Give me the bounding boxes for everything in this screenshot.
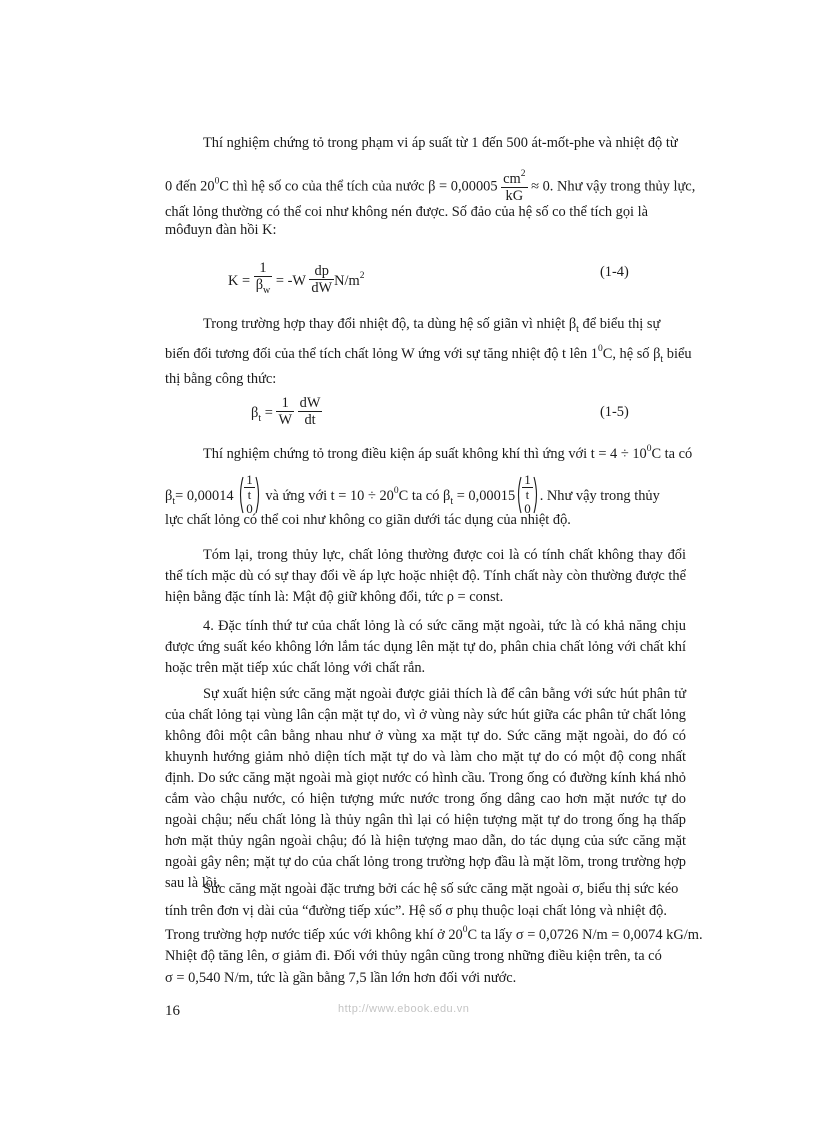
equation-1-4: K = $\frac{1}{\beta_w}$ = -W $\frac{dp}{dW}$ $N/m^2$ (228, 260, 365, 296)
page-number: 16 (165, 1003, 180, 1019)
para7-line4: Nhiệt độ tăng lên, σ giảm đi. Đối với thủy ngân cũng trong những điều kiện trên, ta có (165, 948, 662, 964)
para3-line2: $\beta_t= 0,00014$ 1 t 0 và ứng với $t = 10 \div 20^0C$ ta có $\beta_t = 0,00015$ 1 t 0 . Như vậy trong thủy (165, 472, 660, 516)
para1-line4: môđuyn đàn hồi K: (165, 222, 277, 238)
para7-line2: tính trên đơn vị dài của “đường tiếp xúc”. Hệ số σ phụ thuộc loại chất lỏng và nhiệt độ. (165, 903, 667, 919)
para7-line1: Sức căng mặt ngoài đặc trưng bởi các hệ số sức căng mặt ngoài σ, biểu thị sức kéo (203, 881, 679, 897)
para3-line1: Thí nghiệm chứng tỏ trong điều kiện áp suất không khí thì ứng với $t = 4 \div 10^0C$ ta có (203, 444, 693, 462)
para7-line5: σ = 0,540 N/m, tức là gần bằng 7,5 lần lớn hơn đối với nước. (165, 970, 517, 986)
para1-line2: 0 đến $20^0C$ thì hệ số co của thể tích của nước β = 0,00005 $\frac{cm^2}{kG}$ ≈ 0. Như vậy trong thủy lực, (165, 168, 695, 206)
one-over-t0-bracket: 1 t 0 (237, 473, 262, 516)
para1-line3: chất lỏng thường có thể coi như không nén được. Số đảo của hệ số co thể tích gọi là (165, 204, 649, 220)
para7-line3: Trong trường hợp nước tiếp xúc với không khí ở $20^0C$ ta lấy σ = 0,0726 N/m = 0,0074 kG/m. (165, 925, 703, 943)
para5: 4. Đặc tính thứ tư của chất lỏng là có sức căng mặt ngoài, tức là có khả năng chịu được ứng suất kéo không lớn lắm tác dụng lên mặt tự do, phân chia chất lỏng với chất khí hoặc trên mặt tiếp xúc chất lỏng với chất rắn. (165, 618, 686, 676)
para4: Tóm lại, trong thủy lực, chất lỏng thường được coi là có tính chất không thay đổi thể tích mặc dù có sự thay đổi về áp lực hoặc nhiệt độ. Tính chất này còn thường được thể hiện bằng đặc tính là: Mật độ giữ không đổi, tức ρ = const. (165, 547, 686, 605)
one-over-t0-bracket: 1 t 0 (515, 473, 540, 516)
para2-line3: thị bằng công thức: (165, 371, 277, 387)
para2-line1: Trong trường hợp thay đổi nhiệt độ, ta dùng hệ số giãn vì nhiệt $\beta_t$ để biểu thị sự (203, 316, 661, 335)
equation-label-1-5: (1-5) (600, 404, 629, 420)
watermark-url: http://www.ebook.edu.vn (338, 1003, 470, 1015)
cm2-per-kg-fraction: $\frac{cm^2}{kG}$ (501, 166, 527, 204)
para1-line1: Thí nghiệm chứng tỏ trong phạm vi áp suất từ 1 đến 500 át-mốt-phe và nhiệt độ từ (203, 135, 678, 151)
equation-label-1-4: (1-4) (600, 264, 629, 280)
equation-1-5: $\beta_t$ = $\frac{1}{W}$ $\frac{dW}{dt}$ (251, 395, 321, 428)
para2-line2: biến đổi tương đối của thể tích chất lỏng W ứng với sự tăng nhiệt độ t lên $1^0C$, hệ số $\beta_t$ biểu (165, 344, 692, 365)
para3-line3: lực chất lỏng có thể coi như không co giãn dưới tác dụng của nhiệt độ. (165, 512, 571, 528)
para6: Sự xuất hiện sức căng mặt ngoài được giải thích là để cân bằng với sức hút phân tử của chất lỏng tại vùng lân cận mặt tự do, vì ở vùng này sức hút giữa các phân tử chất lỏng không đôi một cân bằng nhau như ở vùng xa mặt tự do. Sức căng mặt ngoài, do đó có khuynh hướng giảm nhỏ diện tích mặt tự do và làm cho mặt tự do có một độ cong nhất định. Do sức căng mặt ngoài mà giọt nước có hình cầu. Trong ống có đường kính khá nhỏ cắm vào chậu nước, có hiện tượng mức nước trong ống dâng cao hơn mặt nước tự do ngoài chậu; nếu chất lỏng là thủy ngân thì lại có hiện tượng mặt tự do trong ống hạ thấp hơn mặt thủy ngân ngoài chậu; đó là hiện tượng mao dẫn, do tác dụng của sức căng mặt ngoài gây nên; mặt tự do của chất lỏng trong trường hợp đầu là mặt lõm, trong trường hợp sau là lồi. (165, 686, 686, 891)
